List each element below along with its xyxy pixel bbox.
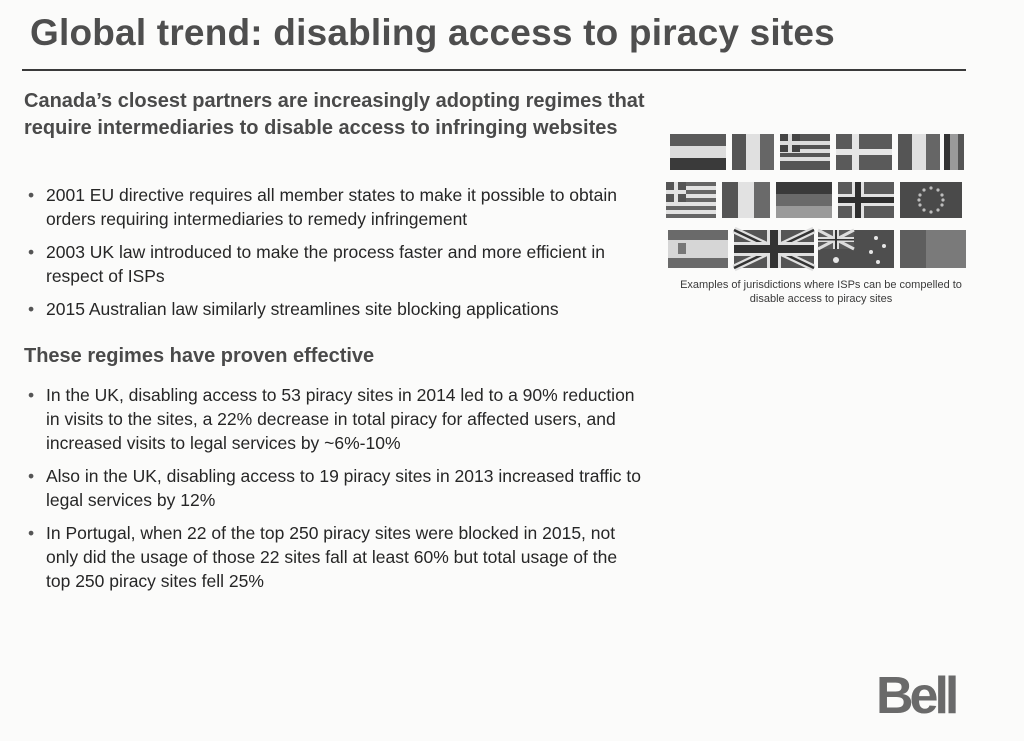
bell-logo: Bell — [876, 667, 956, 725]
flag-denmark — [836, 134, 892, 170]
flag-belgium — [944, 134, 964, 170]
flag-norway — [838, 182, 894, 218]
effective-bullet-list — [24, 383, 644, 602]
flag-italy — [732, 134, 774, 170]
flag-united-kingdom — [734, 230, 814, 268]
section-heading-effective: These regimes have proven effective — [24, 345, 375, 367]
partners-bullet-list — [24, 183, 644, 330]
list-item: • Also in the UK, disabling access to 19 piracy sites in 2013 increased traffic to legal services by 12% — [24, 464, 644, 512]
list-item: • 2001 EU directive requires all member states to make it possible to obtain orders requiring intermediaries to remedy infringement — [24, 183, 644, 231]
flag-portugal — [900, 230, 966, 268]
section-heading-partners: Canada’s closest partners are increasingly adopting regimes that require intermediaries to disable access to infringing websites — [24, 90, 645, 139]
list-item: • In Portugal, when 22 of the top 250 piracy sites were blocked in 2015, not only did the usage of those 22 sites fall at least 60% but total usage of the top 250 piracy sites fell 25% — [24, 521, 644, 593]
flags-caption: Examples of jurisdictions where ISPs can be compelled to disable access to piracy sites — [680, 279, 962, 305]
flag-germany — [776, 182, 832, 218]
flag-netherlands — [670, 134, 726, 170]
list-item: • 2015 Australian law similarly streamlines site blocking applications — [24, 297, 644, 321]
flag-australia — [818, 230, 894, 268]
flag-spain — [668, 230, 728, 268]
slide-title: Global trend: disabling access to piracy sites — [30, 12, 835, 53]
flag-france — [722, 182, 770, 218]
list-item: • 2003 UK law introduced to make the process faster and more efficient in respect of ISPs — [24, 240, 644, 288]
flag-greece-small — [780, 134, 830, 170]
title-divider — [22, 69, 966, 71]
flag-ireland — [898, 134, 940, 170]
list-item: • In the UK, disabling access to 53 piracy sites in 2014 led to a 90% reduction in visits to the sites, a 22% decrease in total piracy for affected users, and increased visits to legal services by ~6%-10% — [24, 383, 644, 455]
flags-grid — [666, 130, 966, 275]
flag-greece — [666, 182, 716, 218]
flag-european-union — [900, 182, 962, 218]
